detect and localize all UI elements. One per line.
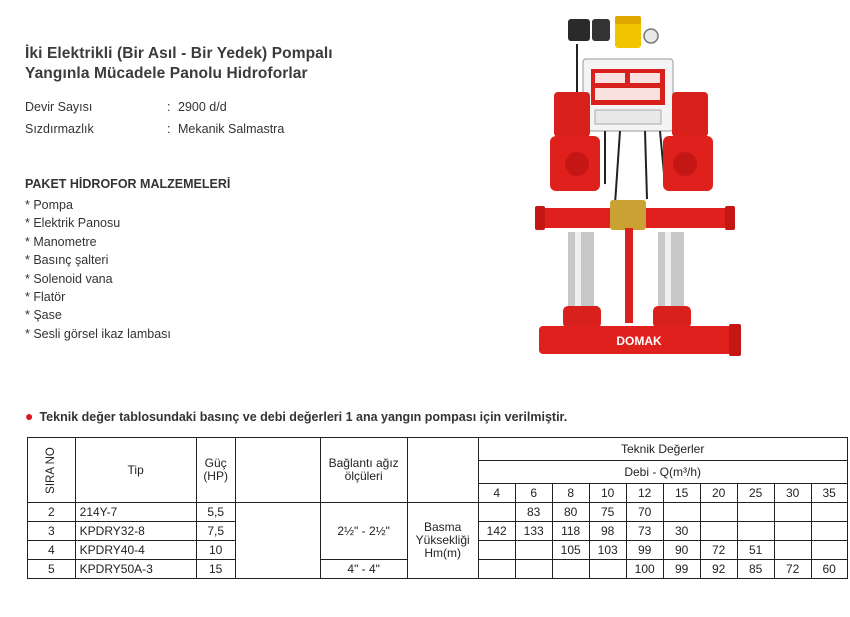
- page-title: [25, 44, 333, 84]
- cell-value: 103: [589, 541, 626, 560]
- cell-value: 98: [589, 522, 626, 541]
- cell-value: [515, 560, 552, 579]
- cell-tip: 214Y-7: [75, 503, 196, 522]
- cell-value: [589, 560, 626, 579]
- cell-value: 70: [626, 503, 663, 522]
- cell-value: [700, 522, 737, 541]
- flow-header: 25: [737, 484, 774, 503]
- cell-value: 99: [663, 560, 700, 579]
- cell-value: [811, 522, 847, 541]
- cell-value: [478, 503, 515, 522]
- brand-label: DOMAK: [616, 334, 662, 348]
- flow-header: 12: [626, 484, 663, 503]
- cell-value: [700, 503, 737, 522]
- header-baglanti: Bağlantı ağız ölçüleri: [320, 438, 407, 503]
- flow-header: 6: [515, 484, 552, 503]
- cell-value: [811, 503, 847, 522]
- cell-no: 2: [28, 503, 76, 522]
- list-item: * Sesli görsel ikaz lambası: [25, 326, 171, 341]
- cell-value: [774, 503, 811, 522]
- list-item: * Elektrik Panosu: [25, 216, 121, 231]
- cell-tip: KPDRY40-4: [75, 541, 196, 560]
- cell-no: 5: [28, 560, 76, 579]
- cell-value: 142: [478, 522, 515, 541]
- cell-value: 73: [626, 522, 663, 541]
- cell-hp: 10: [196, 541, 235, 560]
- cell-tip: KPDRY50A-3: [75, 560, 196, 579]
- flow-header: 15: [663, 484, 700, 503]
- header-empty-2: [407, 438, 478, 503]
- cell-hp: 7,5: [196, 522, 235, 541]
- cell-value: [811, 541, 847, 560]
- flow-header: 35: [811, 484, 847, 503]
- spec-value: Mekanik Salmastra: [178, 122, 285, 136]
- title-line-2: Yangınla Mücadele Panolu Hidroforlar: [25, 65, 308, 82]
- cell-value: [478, 560, 515, 579]
- spec-separator: :: [167, 100, 171, 114]
- materials-list: [25, 196, 171, 343]
- spec-label: Devir Sayısı: [25, 100, 93, 114]
- cell-empty: [235, 503, 320, 579]
- cell-value: 85: [737, 560, 774, 579]
- technical-table: [27, 437, 848, 579]
- cell-value: 105: [552, 541, 589, 560]
- flow-header: 10: [589, 484, 626, 503]
- cell-value: 72: [774, 560, 811, 579]
- cell-value: 90: [663, 541, 700, 560]
- cell-value: 118: [552, 522, 589, 541]
- header-debi: Debi - Q(m³/h): [478, 461, 847, 484]
- list-item: * Basınç şalteri: [25, 253, 109, 268]
- cell-value: 75: [589, 503, 626, 522]
- cell-basma: Basma Yüksekliği Hm(m): [407, 503, 478, 579]
- cell-value: 133: [515, 522, 552, 541]
- list-item: * Şase: [25, 308, 62, 323]
- cell-value: 72: [700, 541, 737, 560]
- list-item: * Pompa: [25, 198, 73, 212]
- cell-value: 60: [811, 560, 847, 579]
- cell-value: 30: [663, 522, 700, 541]
- cell-no: 3: [28, 522, 76, 541]
- cell-value: 100: [626, 560, 663, 579]
- header-sira-no: SIRA NO: [28, 438, 76, 503]
- cell-hp: 5,5: [196, 503, 235, 522]
- spec-separator: :: [167, 122, 171, 136]
- spec-value: 2900 d/d: [178, 100, 227, 114]
- table-note: [25, 408, 567, 424]
- cell-value: 80: [552, 503, 589, 522]
- cell-value: [515, 541, 552, 560]
- header-tip: Tip: [75, 438, 196, 503]
- cell-no: 4: [28, 541, 76, 560]
- spec-label: Sızdırmazlık: [25, 122, 94, 136]
- title-line-1: İki Elektrikli (Bir Asıl - Bir Yedek) Pompalı: [25, 45, 333, 62]
- note-text: Teknik değer tablosundaki basınç ve debi değerleri 1 ana yangın pompası için verilmiştir.: [39, 410, 568, 424]
- cell-value: [552, 560, 589, 579]
- flow-header: 4: [478, 484, 515, 503]
- header-guc: Güç (HP): [196, 438, 235, 503]
- list-item: * Solenoid vana: [25, 271, 113, 286]
- header-teknik-degerler: Teknik Değerler: [478, 438, 847, 461]
- cell-value: [478, 541, 515, 560]
- cell-value: 99: [626, 541, 663, 560]
- flow-header: 8: [552, 484, 589, 503]
- flow-header: 20: [700, 484, 737, 503]
- cell-value: [774, 522, 811, 541]
- cell-value: 51: [737, 541, 774, 560]
- header-empty: [235, 438, 320, 503]
- cell-value: 83: [515, 503, 552, 522]
- cell-value: [774, 541, 811, 560]
- product-image: [535, 14, 750, 359]
- cell-tip: KPDRY32-8: [75, 522, 196, 541]
- flow-header: 30: [774, 484, 811, 503]
- cell-value: [737, 522, 774, 541]
- cell-hp: 15: [196, 560, 235, 579]
- bullet-icon: ●: [25, 408, 34, 424]
- materials-heading: PAKET HİDROFOR MALZEMELERİ: [25, 177, 231, 191]
- list-item: * Flatör: [25, 290, 66, 305]
- cell-connection-2: 4" - 4": [320, 560, 407, 579]
- cell-value: [663, 503, 700, 522]
- list-item: * Manometre: [25, 234, 97, 249]
- cell-value: 92: [700, 560, 737, 579]
- cell-value: [737, 503, 774, 522]
- cell-connection-1: 2½" - 2½": [320, 503, 407, 560]
